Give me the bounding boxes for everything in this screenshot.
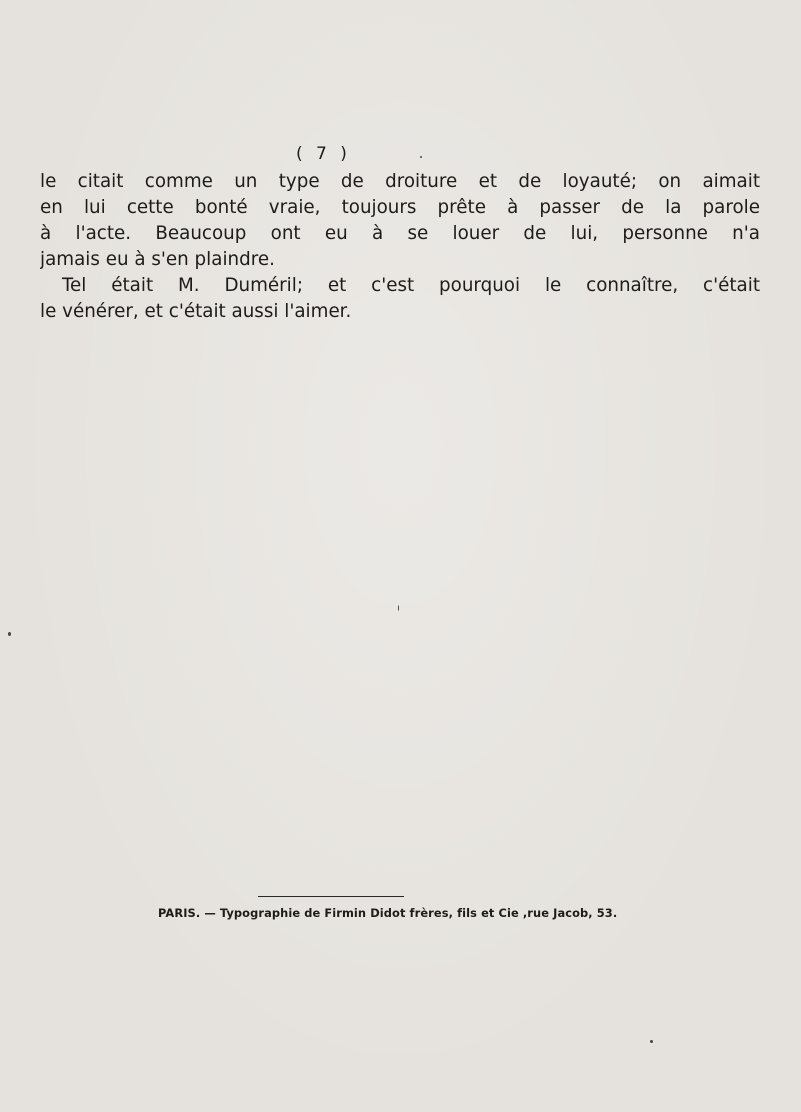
text-line: à l'acte. Beaucoup ont eu à se louer de lui, personne n'a [40,223,760,244]
body-text [40,169,760,325]
page-number: ( 7 ) [296,144,351,164]
text-line: le citait comme un type de droiture et de loyauté; on aimait [40,171,760,192]
text-line: jamais eu à s'en plaindre. [40,249,275,270]
paper-speck [8,632,11,636]
text-line: le vénérer, et c'était aussi l'aimer. [40,301,352,322]
text-line: Tel était M. Duméril; et c'est pourquoi le connaître, c'était [62,275,760,296]
paper-speck [420,156,422,158]
footer-rule [258,896,404,897]
printer-imprint: PARIS. — Typographie de Firmin Didot frères, fils et Cie ,rue Jacob, 53. [158,906,618,920]
paper-speck [398,605,399,611]
paper-speck [650,1040,653,1043]
text-line: en lui cette bonté vraie, toujours prête à passer de la parole [40,197,760,218]
